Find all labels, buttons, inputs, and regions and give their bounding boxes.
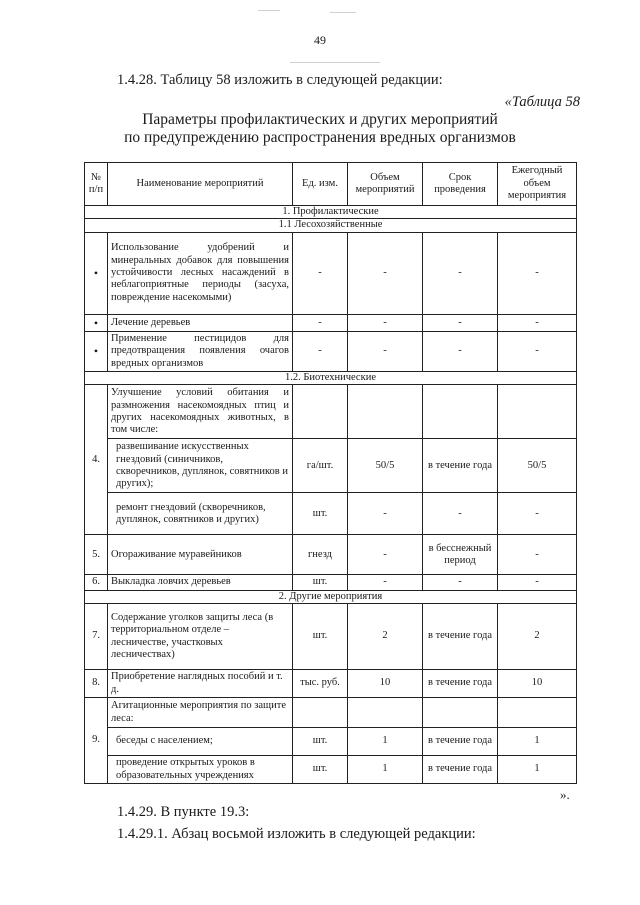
- empty-cell: [498, 698, 577, 728]
- period-cell: в течение года: [423, 604, 498, 670]
- unit-cell: тыс. руб.: [293, 670, 348, 698]
- dash-cell: -: [423, 493, 498, 535]
- dash-cell: -: [348, 535, 423, 575]
- dash-cell: -: [498, 232, 577, 314]
- unit-cell: шт.: [293, 728, 348, 756]
- scan-artifact: [258, 10, 280, 11]
- dash-cell: -: [293, 331, 348, 371]
- table-row: [85, 535, 577, 575]
- volume-cell: 10: [348, 670, 423, 698]
- table-row: [85, 728, 577, 756]
- annual-cell: 2: [498, 604, 577, 670]
- dash-cell: -: [348, 232, 423, 314]
- unit-cell: шт.: [293, 575, 348, 590]
- dash-cell: -: [423, 232, 498, 314]
- measure-name: Применение пестицидов для предотвращения появления очагов вредных организмов: [108, 331, 293, 371]
- measure-name: Приобретение наглядных пособий и т. д.: [108, 670, 293, 698]
- header-num: № п/п: [85, 163, 108, 206]
- table-row: [85, 439, 577, 493]
- intro-paragraph: 1.4.28. Таблицу 58 изложить в следующей редакции:: [117, 72, 443, 88]
- unit-cell: шт.: [293, 493, 348, 535]
- unit-cell: шт.: [293, 604, 348, 670]
- dash-cell: -: [293, 314, 348, 331]
- section-title: 1. Профилактические: [85, 206, 577, 219]
- closing-quote: ».: [560, 787, 570, 802]
- row-number: 9.: [85, 698, 108, 784]
- header-unit: Ед. изм.: [293, 163, 348, 206]
- measure-name: Огораживание муравейников: [108, 535, 293, 575]
- period-cell: в течение года: [423, 439, 498, 493]
- unit-cell: га/шт.: [293, 439, 348, 493]
- measure-name: Выкладка ловчих деревьев: [108, 575, 293, 590]
- table-row: [85, 604, 577, 670]
- dash-cell: -: [293, 232, 348, 314]
- dash-cell: -: [498, 535, 577, 575]
- dash-cell: -: [348, 314, 423, 331]
- row-number: 7.: [85, 604, 108, 670]
- measure-name: Лечение деревьев: [108, 314, 293, 331]
- paragraph-1-4-29-1: 1.4.29.1. Абзац восьмой изложить в следующей редакции:: [117, 826, 476, 842]
- volume-cell: 1: [348, 756, 423, 784]
- annual-cell: 1: [498, 728, 577, 756]
- table-row: [85, 575, 577, 590]
- bullet-cell: •: [85, 331, 108, 371]
- table-row: [85, 670, 577, 698]
- empty-cell: [293, 698, 348, 728]
- empty-cell: [423, 385, 498, 439]
- period-cell: в течение года: [423, 728, 498, 756]
- volume-cell: 50/5: [348, 439, 423, 493]
- dash-cell: -: [498, 575, 577, 590]
- table-title-line2: по предупреждению распространения вредных организмов: [124, 129, 516, 146]
- dash-cell: -: [498, 331, 577, 371]
- annual-cell: 1: [498, 756, 577, 784]
- scan-artifact: [330, 12, 356, 13]
- row-number: 4.: [85, 385, 108, 535]
- dash-cell: -: [348, 493, 423, 535]
- bullet-cell: •: [85, 232, 108, 314]
- period-cell: в течение года: [423, 670, 498, 698]
- unit-cell: шт.: [293, 756, 348, 784]
- dash-cell: -: [348, 331, 423, 371]
- unit-cell: гнезд: [293, 535, 348, 575]
- header-annual: Ежегодный объем мероприятия: [498, 163, 577, 206]
- row-number: 5.: [85, 535, 108, 575]
- annual-cell: 10: [498, 670, 577, 698]
- empty-cell: [348, 385, 423, 439]
- measure-name: Агитационные мероприятия по защите леса:: [108, 698, 293, 728]
- paragraph-1-4-29: 1.4.29. В пункте 19.3:: [117, 804, 250, 820]
- empty-cell: [293, 385, 348, 439]
- period-cell: в бесснежный период: [423, 535, 498, 575]
- table-header-row: [85, 163, 577, 206]
- bullet-cell: •: [85, 314, 108, 331]
- volume-cell: 1: [348, 728, 423, 756]
- dash-cell: -: [348, 575, 423, 590]
- measure-name: беседы с населением;: [108, 728, 293, 756]
- measure-name: Содержание уголков защиты леса (в территориальном отделе – лесничестве, участковых лесничествах): [108, 604, 293, 670]
- table-row: [85, 331, 577, 371]
- empty-cell: [423, 698, 498, 728]
- table-row: [85, 698, 577, 728]
- row-number: 6.: [85, 575, 108, 590]
- table-row: [85, 756, 577, 784]
- measures-table: [84, 162, 577, 784]
- measure-name: Улучшение условий обитания и размножения насекомоядных птиц и других насекомоядных животных, в том числе:: [108, 385, 293, 439]
- scan-artifact: [290, 62, 380, 63]
- section-title: 1.1 Лесохозяйственные: [85, 219, 577, 232]
- section-row: [85, 590, 577, 603]
- dash-cell: -: [498, 493, 577, 535]
- section-title: 2. Другие мероприятия: [85, 590, 577, 603]
- header-volume: Объем мероприятий: [348, 163, 423, 206]
- empty-cell: [348, 698, 423, 728]
- table-row: [85, 385, 577, 439]
- annual-cell: 50/5: [498, 439, 577, 493]
- section-row: [85, 372, 577, 385]
- measure-name: ремонт гнездовий (скворечников, дуплянок, совятников и других): [108, 493, 293, 535]
- measure-name: Использование удобрений и минеральных добавок для повышения устойчивости лесных насаждений в неблагоприятные периоды (засуха, повреждение насекомыми): [108, 232, 293, 314]
- dash-cell: -: [423, 331, 498, 371]
- dash-cell: -: [498, 314, 577, 331]
- volume-cell: 2: [348, 604, 423, 670]
- empty-cell: [498, 385, 577, 439]
- table-title-line1: Параметры профилактических и других мероприятий: [142, 111, 498, 128]
- table-row: [85, 232, 577, 314]
- measure-name: проведение открытых уроков в образовательных учреждениях: [108, 756, 293, 784]
- table-row: [85, 493, 577, 535]
- section-row: [85, 219, 577, 232]
- row-number: 8.: [85, 670, 108, 698]
- header-period: Срок проведения: [423, 163, 498, 206]
- section-title: 1.2. Биотехнические: [85, 372, 577, 385]
- page-number: 49: [314, 33, 326, 47]
- header-name: Наименование мероприятий: [108, 163, 293, 206]
- dash-cell: -: [423, 575, 498, 590]
- table-row: [85, 314, 577, 331]
- section-row: [85, 206, 577, 219]
- measure-name: развешивание искусственных гнездовий (синичников, скворечников, дуплянок, совятников и других);: [108, 439, 293, 493]
- dash-cell: -: [423, 314, 498, 331]
- period-cell: в течение года: [423, 756, 498, 784]
- table-reference: «Таблица 58: [504, 94, 580, 110]
